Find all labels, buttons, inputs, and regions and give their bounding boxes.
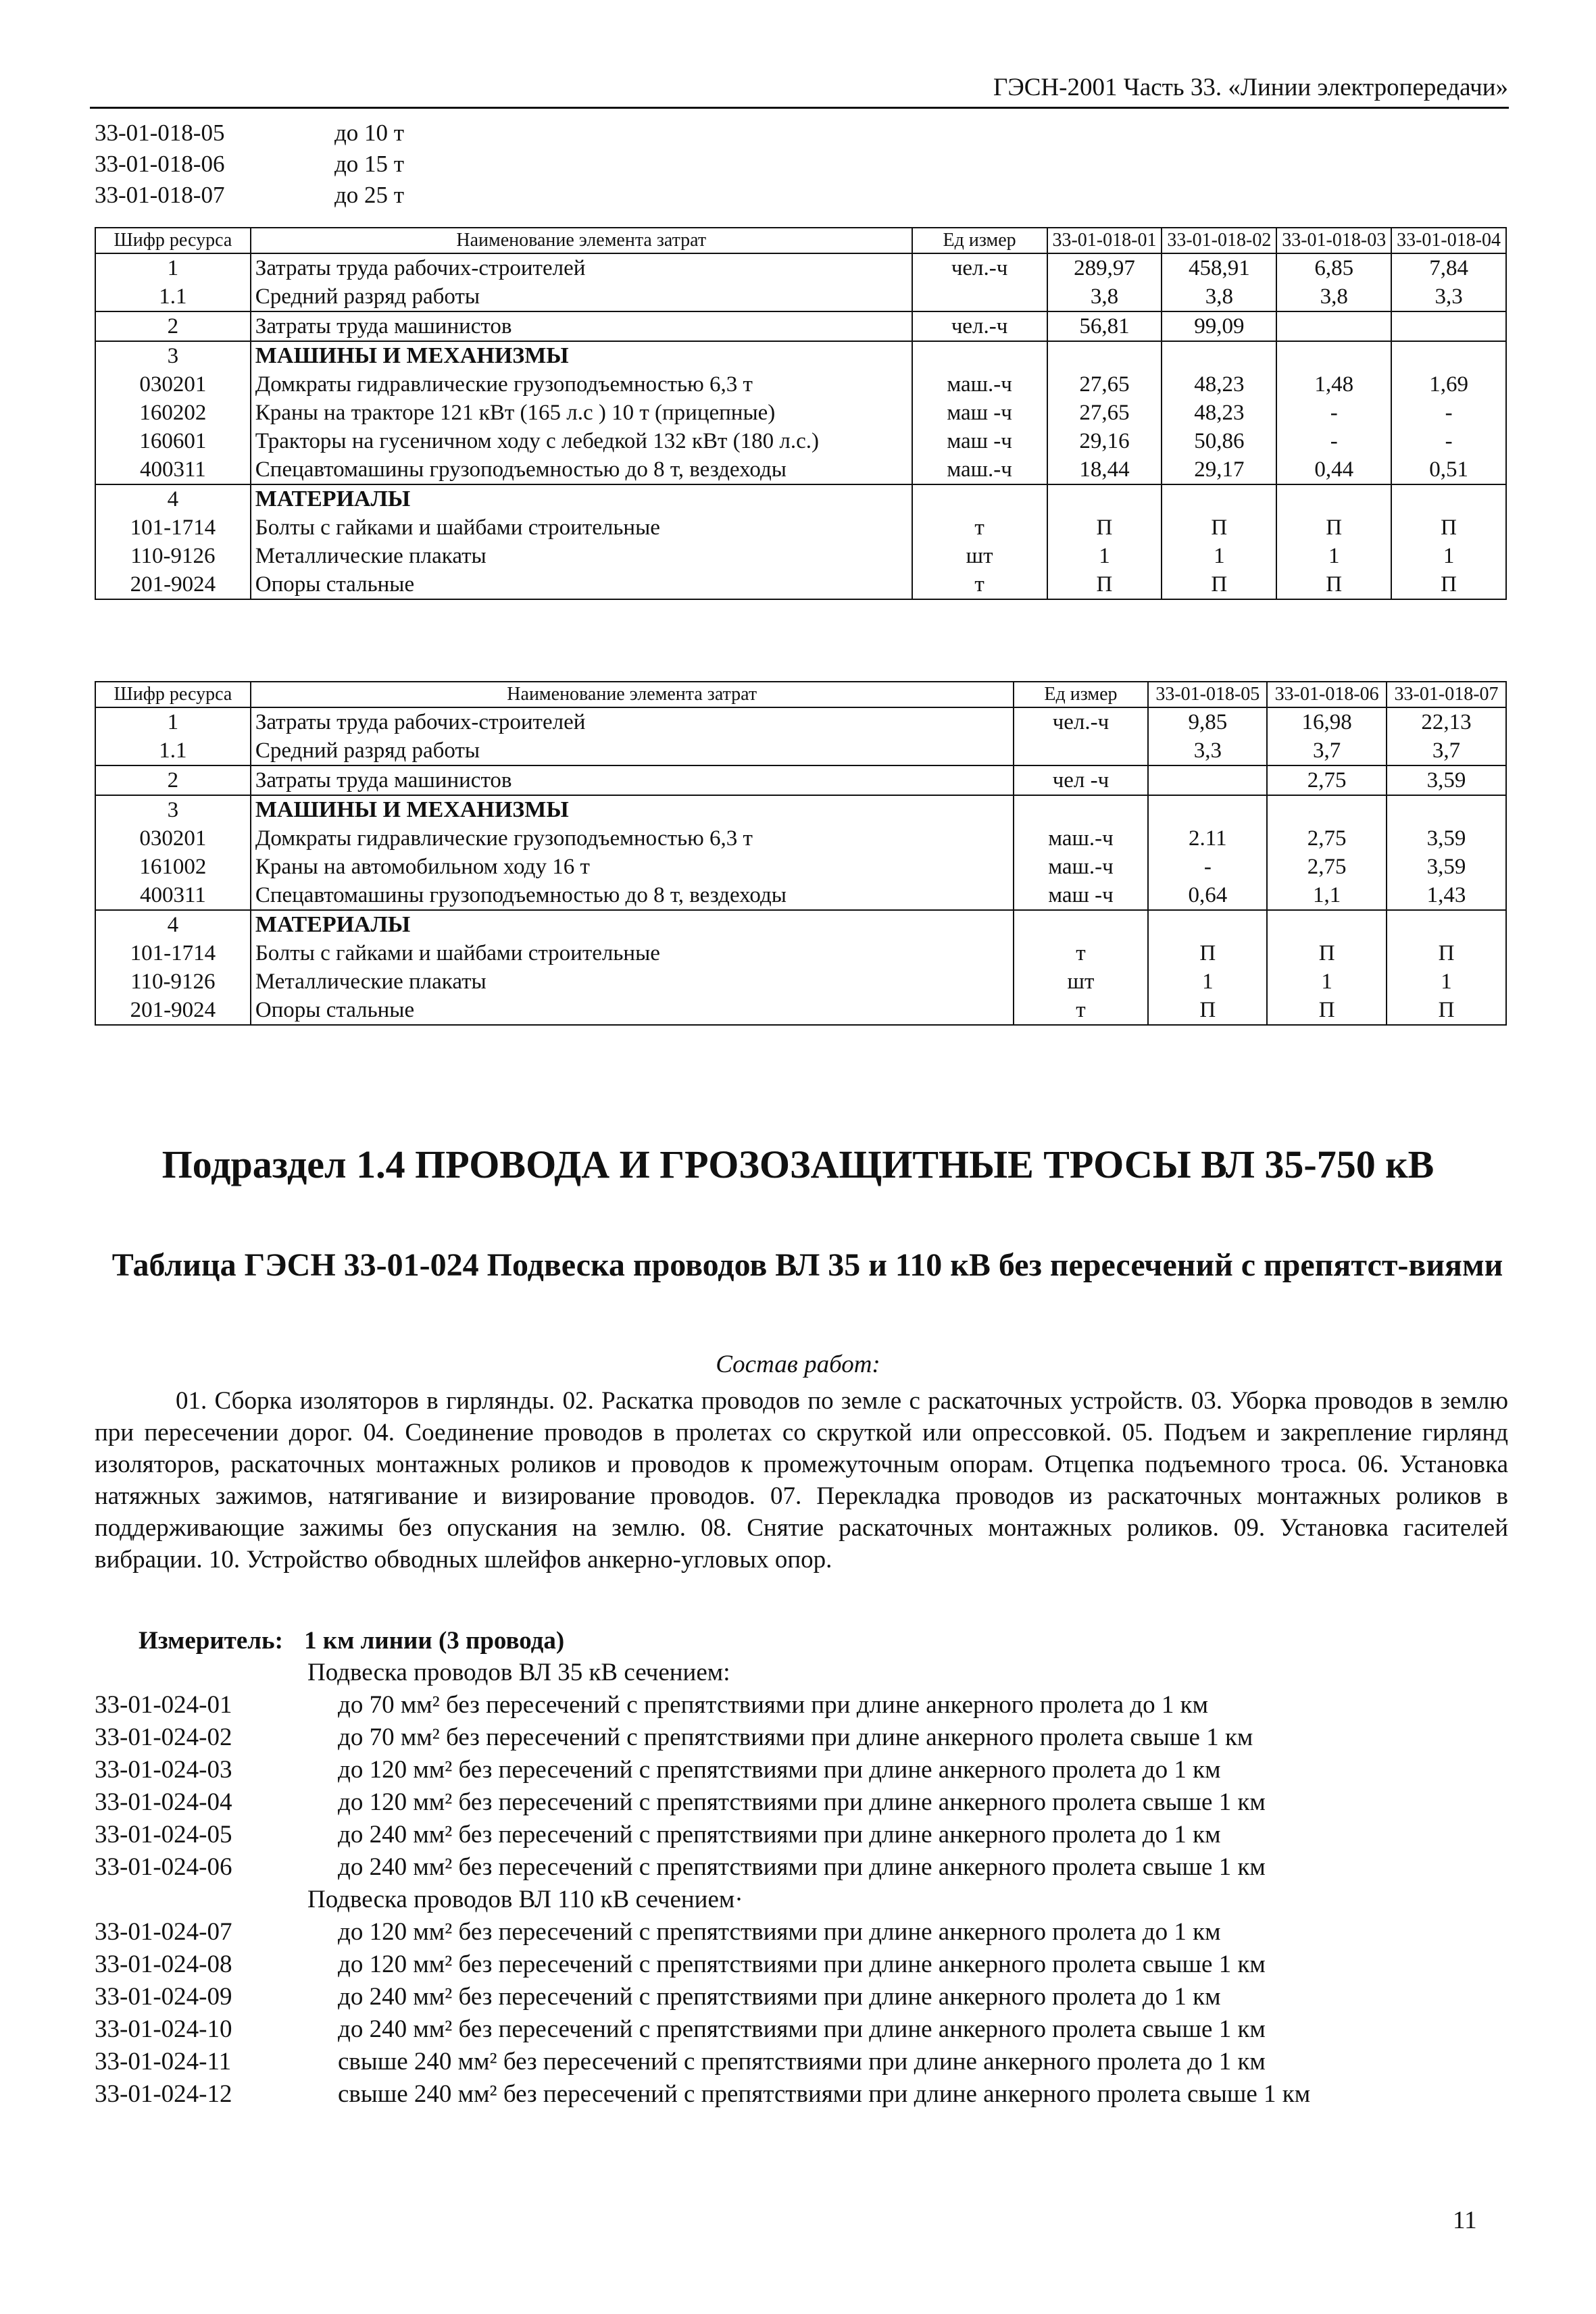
cell-value: - [1276, 427, 1391, 455]
cell-value: 29,16 [1047, 427, 1162, 455]
cell-name: Спецавтомашины грузоподъемностью до 8 т, вездеходы [251, 881, 1014, 910]
cell-value: 3,59 [1387, 853, 1506, 881]
item-code: 33-01-024-03 [95, 1756, 232, 1784]
list-item [95, 180, 404, 211]
cell-value [1276, 341, 1391, 370]
cell-unit: маш -ч [912, 399, 1047, 427]
cell-name: Краны на автомобильном ходу 16 т [251, 853, 1014, 881]
table-row [95, 910, 1506, 939]
cell-value: 1 [1267, 967, 1387, 996]
cell-unit [912, 282, 1047, 311]
cell-name: Домкраты гидравлические грузоподъемностью 6,3 т [251, 824, 1014, 853]
code-list [95, 1916, 1310, 2111]
cell-name: Затраты труда машинистов [251, 311, 912, 341]
header-rule [90, 107, 1509, 109]
table-row [95, 881, 1506, 910]
cell-value [1267, 910, 1387, 939]
cell-code: 201-9024 [95, 996, 251, 1025]
cell-name: Спецавтомашины грузоподъемностью до 8 т, вездеходы [251, 455, 912, 484]
cell-name: МАТЕРИАЛЫ [251, 484, 912, 513]
cell-value [1162, 341, 1276, 370]
cell-value [1267, 795, 1387, 824]
cell-value: П [1276, 513, 1391, 542]
cell-code: 030201 [95, 370, 251, 399]
list-item [95, 1916, 1310, 1948]
cell-unit: маш -ч [1014, 881, 1149, 910]
item-code: 33-01-024-02 [95, 1724, 232, 1751]
cell-value [1391, 341, 1506, 370]
cell-unit [1014, 910, 1149, 939]
cell-name: Домкраты гидравлические грузоподъемностью 6,3 т [251, 370, 912, 399]
cell-unit: чел.-ч [1014, 707, 1149, 736]
cell-value: 1,1 [1267, 881, 1387, 910]
cell-name: Затраты труда рабочих-строителей [251, 253, 912, 282]
measure-label: Измеритель: [139, 1627, 283, 1655]
cell-unit: маш -ч [912, 427, 1047, 455]
header-code: Шифр ресурса [95, 228, 251, 253]
item-desc: до 15 т [334, 151, 405, 177]
cell-name: Болты с гайками и шайбами строительные [251, 513, 912, 542]
cell-value: 22,13 [1387, 707, 1506, 736]
cell-value: 2,75 [1267, 824, 1387, 853]
cell-code: 110-9126 [95, 542, 251, 570]
cell-value: 1,48 [1276, 370, 1391, 399]
list-item [95, 2013, 1310, 2046]
list-item [95, 1721, 1266, 1754]
list-item [95, 2078, 1310, 2111]
cell-code: 4 [95, 910, 251, 939]
cell-value: 1 [1387, 967, 1506, 996]
table-body [95, 707, 1506, 1025]
item-desc: до 120 мм² без пересечений с препятствиями при длине анкерного пролета до 1 км [338, 1756, 1221, 1784]
cell-value: 3,3 [1148, 736, 1267, 765]
table-row [95, 341, 1506, 370]
table-row [95, 795, 1506, 824]
table-row [95, 736, 1506, 765]
cell-unit: чел.-ч [912, 311, 1047, 341]
cell-value: 2.11 [1148, 824, 1267, 853]
cell-name: Затраты труда машинистов [251, 765, 1014, 795]
table-row [95, 765, 1506, 795]
cell-value: 56,81 [1047, 311, 1162, 341]
item-desc: до 10 т [334, 120, 405, 146]
item-desc: до 25 т [334, 182, 405, 208]
list-item [95, 1948, 1310, 1981]
cell-code: 160202 [95, 399, 251, 427]
table-row [95, 542, 1506, 570]
cell-name: Затраты труда рабочих-строителей [251, 707, 1014, 736]
cell-name: Опоры стальные [251, 996, 1014, 1025]
item-code: 33-01-018-05 [95, 120, 225, 146]
measure-value: 1 км линии (3 провода) [304, 1627, 565, 1655]
cell-value: 50,86 [1162, 427, 1276, 455]
list-item [95, 1819, 1266, 1851]
cell-value: 27,65 [1047, 370, 1162, 399]
table-row [95, 253, 1506, 282]
cell-code: 4 [95, 484, 251, 513]
cell-value: 6,85 [1276, 253, 1391, 282]
table-row [95, 513, 1506, 542]
table-row [95, 427, 1506, 455]
cell-name: Краны на тракторе 121 кВт (165 л.с ) 10 т (прицепные) [251, 399, 912, 427]
cell-code: 101-1714 [95, 939, 251, 967]
cell-value: П [1276, 570, 1391, 599]
table-row [95, 939, 1506, 967]
item-desc: свыше 240 мм² без пересечений с препятствиями при длине анкерного пролета до 1 км [338, 2048, 1266, 2076]
cell-code: 400311 [95, 455, 251, 484]
cell-value: 16,98 [1267, 707, 1387, 736]
item-desc: до 120 мм² без пересечений с препятствиями при длине анкерного пролета свыше 1 км [338, 1951, 1266, 1978]
header-col: 33-01-018-07 [1387, 682, 1506, 707]
measure-line [139, 1626, 579, 1655]
cell-value: 1,43 [1387, 881, 1506, 910]
cell-value: П [1162, 570, 1276, 599]
cell-value [1148, 910, 1267, 939]
cell-unit: маш.-ч [1014, 824, 1149, 853]
cell-name: Опоры стальные [251, 570, 912, 599]
cell-code: 101-1714 [95, 513, 251, 542]
header-code: Шифр ресурса [95, 682, 251, 707]
cell-value: П [1047, 570, 1162, 599]
table-row [95, 311, 1506, 341]
cell-value: 3,8 [1047, 282, 1162, 311]
cell-value: 458,91 [1162, 253, 1276, 282]
table-row [95, 282, 1506, 311]
table-body [95, 253, 1506, 599]
cell-code: 161002 [95, 853, 251, 881]
item-code: 33-01-024-11 [95, 2048, 232, 2076]
list-item [95, 2046, 1310, 2078]
cell-value: 7,84 [1391, 253, 1506, 282]
table-header-row [95, 682, 1506, 707]
cell-code: 110-9126 [95, 967, 251, 996]
cell-value [1148, 795, 1267, 824]
item-code: 33-01-024-10 [95, 2015, 232, 2043]
cell-value: 29,17 [1162, 455, 1276, 484]
item-desc: до 240 мм² без пересечений с препятствиями при длине анкерного пролета до 1 км [338, 1821, 1221, 1848]
work-heading: Состав работ: [716, 1351, 880, 1378]
header-col: 33-01-018-02 [1162, 228, 1276, 253]
cell-name: Тракторы на гусеничном ходу с лебедкой 132 кВт (180 л.с.) [251, 427, 912, 455]
cell-name: Средний разряд работы [251, 282, 912, 311]
norm-table-2 [95, 681, 1507, 1026]
cell-value: 9,85 [1148, 707, 1267, 736]
cell-name: Средний разряд работы [251, 736, 1014, 765]
header-unit: Ед измер [912, 228, 1047, 253]
cell-value: 3,7 [1267, 736, 1387, 765]
cell-unit: т [1014, 996, 1149, 1025]
running-header: ГЭСН-2001 Часть 33. «Линии электропередачи» [993, 74, 1508, 101]
cell-value: 3,7 [1387, 736, 1506, 765]
cell-name: МАТЕРИАЛЫ [251, 910, 1014, 939]
cell-code: 1.1 [95, 282, 251, 311]
list-item [95, 1754, 1266, 1786]
cell-unit [1014, 736, 1149, 765]
header-name: Наименование элемента затрат [251, 682, 1014, 707]
header-unit: Ед измер [1014, 682, 1149, 707]
table-row [95, 484, 1506, 513]
cell-value: П [1148, 939, 1267, 967]
cell-unit: маш.-ч [912, 455, 1047, 484]
cell-unit: т [912, 570, 1047, 599]
cell-unit: шт [1014, 967, 1149, 996]
cell-value: - [1148, 853, 1267, 881]
cell-value [1276, 484, 1391, 513]
list-item [95, 1981, 1310, 2013]
page-number: 11 [1453, 2207, 1477, 2234]
cell-code: 2 [95, 311, 251, 341]
item-desc: до 240 мм² без пересечений с препятствиями при длине анкерного пролета до 1 км [338, 1983, 1221, 2011]
cell-code: 3 [95, 341, 251, 370]
code-list [95, 1689, 1266, 1884]
item-code: 33-01-018-07 [95, 182, 225, 208]
header-col: 33-01-018-06 [1267, 682, 1387, 707]
table-header-row [95, 228, 1506, 253]
table-row [95, 967, 1506, 996]
item-desc: до 70 мм² без пересечений с препятствиями при длине анкерного пролета свыше 1 км [338, 1724, 1253, 1751]
cell-value [1387, 795, 1506, 824]
cell-unit [1014, 795, 1149, 824]
item-code: 33-01-024-08 [95, 1951, 232, 1978]
top-code-list [95, 118, 404, 211]
cell-name: Металлические плакаты [251, 967, 1014, 996]
cell-value [1047, 484, 1162, 513]
cell-value [1162, 484, 1276, 513]
cell-unit: шт [912, 542, 1047, 570]
cell-unit [912, 341, 1047, 370]
cell-value: П [1162, 513, 1276, 542]
group-label: Подвеска проводов ВЛ 35 кВ сечением: [307, 1659, 730, 1686]
cell-value: 2,75 [1267, 765, 1387, 795]
cell-value: 18,44 [1047, 455, 1162, 484]
list-item [95, 1689, 1266, 1721]
item-code: 33-01-024-07 [95, 1918, 232, 1946]
cell-code: 160601 [95, 427, 251, 455]
item-desc: до 70 мм² без пересечений с препятствиями при длине анкерного пролета до 1 км [338, 1691, 1209, 1719]
cell-value: 1 [1047, 542, 1162, 570]
table-row [95, 399, 1506, 427]
section-title: Подраздел 1.4 ПРОВОДА И ГРОЗОЗАЩИТНЫЕ ТРОСЫ ВЛ 35-750 кВ [161, 1142, 1435, 1186]
cell-value: П [1148, 996, 1267, 1025]
cell-value: 3,3 [1391, 282, 1506, 311]
cell-unit: маш.-ч [912, 370, 1047, 399]
table-row [95, 853, 1506, 881]
table-row [95, 707, 1506, 736]
cell-unit: чел -ч [1014, 765, 1149, 795]
cell-value: - [1391, 427, 1506, 455]
table-row [95, 570, 1506, 599]
cell-value: 27,65 [1047, 399, 1162, 427]
cell-unit: т [912, 513, 1047, 542]
norm-table-1 [95, 227, 1507, 600]
cell-value: 1 [1391, 542, 1506, 570]
cell-value: - [1276, 399, 1391, 427]
cell-value [1276, 311, 1391, 341]
cell-value: 99,09 [1162, 311, 1276, 341]
item-code: 33-01-018-06 [95, 151, 225, 177]
cell-value [1391, 311, 1506, 341]
group-label: Подвеска проводов ВЛ 110 кВ сечением· [307, 1886, 743, 1913]
header-col: 33-01-018-03 [1276, 228, 1391, 253]
cell-code: 1 [95, 253, 251, 282]
cell-value [1148, 765, 1267, 795]
list-item [95, 1786, 1266, 1819]
cell-value: 0,44 [1276, 455, 1391, 484]
cell-value: 2,75 [1267, 853, 1387, 881]
table-title: Таблица ГЭСН 33-01-024 Подвеска проводов ВЛ 35 и 110 кВ без пересечений с препятст-виями [111, 1247, 1503, 1283]
cell-value [1387, 910, 1506, 939]
cell-value: 1 [1162, 542, 1276, 570]
cell-value: 3,59 [1387, 824, 1506, 853]
cell-code: 400311 [95, 881, 251, 910]
cell-name: Металлические плакаты [251, 542, 912, 570]
cell-value: 0,51 [1391, 455, 1506, 484]
cell-value [1047, 341, 1162, 370]
list-item [95, 149, 404, 180]
cell-value: П [1387, 939, 1506, 967]
header-col: 33-01-018-05 [1148, 682, 1267, 707]
item-code: 33-01-024-12 [95, 2080, 232, 2108]
cell-value: 48,23 [1162, 399, 1276, 427]
cell-value: П [1391, 570, 1506, 599]
table-row [95, 996, 1506, 1025]
cell-value: 289,97 [1047, 253, 1162, 282]
item-code: 33-01-024-05 [95, 1821, 232, 1848]
cell-name: МАШИНЫ И МЕХАНИЗМЫ [251, 341, 912, 370]
cell-value: 1 [1276, 542, 1391, 570]
cell-unit: чел.-ч [912, 253, 1047, 282]
cell-code: 1.1 [95, 736, 251, 765]
work-description: 01. Сборка изоляторов в гирлянды. 02. Раскатка проводов по земле с раскаточных устройств. 03. Уборка проводов в землю при пересечении дорог. 04. Соединение проводов в пролетах со скруткой или опрессовкой. 05. Подъем и закрепление гирлянд изоляторов, раскаточных монтажных роликов и проводов к промежуточным опорам. Отцепка подъемного троса. 06. Установка натяжных зажимов, натягивание и визирование проводов. 07. Перекладка проводов из раскаточных монтажных роликов в поддерживающие зажимы без опускания на землю. 08. Снятие раскаточных монтажных роликов. 09. Установка гасителей вибрации. 10. Устройство обводных шлейфов анкерно-угловых опор. [95, 1387, 1508, 1574]
cell-code: 201-9024 [95, 570, 251, 599]
cell-unit: маш.-ч [1014, 853, 1149, 881]
item-code: 33-01-024-09 [95, 1983, 232, 2011]
table-row [95, 370, 1506, 399]
table-row [95, 455, 1506, 484]
cell-value [1391, 484, 1506, 513]
item-code: 33-01-024-04 [95, 1788, 232, 1816]
cell-value: П [1047, 513, 1162, 542]
cell-value: П [1387, 996, 1506, 1025]
cell-code: 030201 [95, 824, 251, 853]
cell-code: 3 [95, 795, 251, 824]
cell-value: 1,69 [1391, 370, 1506, 399]
cell-unit [912, 484, 1047, 513]
list-item [95, 118, 404, 149]
cell-value: 3,8 [1276, 282, 1391, 311]
cell-name: МАШИНЫ И МЕХАНИЗМЫ [251, 795, 1014, 824]
cell-name: Болты с гайками и шайбами строительные [251, 939, 1014, 967]
header-name: Наименование элемента затрат [251, 228, 912, 253]
cell-value: 0,64 [1148, 881, 1267, 910]
cell-code: 2 [95, 765, 251, 795]
cell-value: П [1267, 996, 1387, 1025]
table-row [95, 824, 1506, 853]
cell-value: 1 [1148, 967, 1267, 996]
item-desc: до 120 мм² без пересечений с препятствиями при длине анкерного пролета свыше 1 км [338, 1788, 1266, 1816]
cell-value: - [1391, 399, 1506, 427]
header-col: 33-01-018-04 [1391, 228, 1506, 253]
cell-value: 3,59 [1387, 765, 1506, 795]
item-desc: до 120 мм² без пересечений с препятствиями при длине анкерного пролета до 1 км [338, 1918, 1221, 1946]
item-desc: до 240 мм² без пересечений с препятствиями при длине анкерного пролета свыше 1 км [338, 2015, 1266, 2043]
cell-code: 1 [95, 707, 251, 736]
cell-value: П [1391, 513, 1506, 542]
item-code: 33-01-024-01 [95, 1691, 232, 1719]
item-code: 33-01-024-06 [95, 1853, 232, 1881]
cell-value: 3,8 [1162, 282, 1276, 311]
header-col: 33-01-018-01 [1047, 228, 1162, 253]
cell-value: П [1267, 939, 1387, 967]
cell-value: 48,23 [1162, 370, 1276, 399]
cell-unit: т [1014, 939, 1149, 967]
list-item [95, 1851, 1266, 1884]
item-desc: свыше 240 мм² без пересечений с препятствиями при длине анкерного пролета свыше 1 км [338, 2080, 1311, 2108]
item-desc: до 240 мм² без пересечений с препятствиями при длине анкерного пролета свыше 1 км [338, 1853, 1266, 1881]
